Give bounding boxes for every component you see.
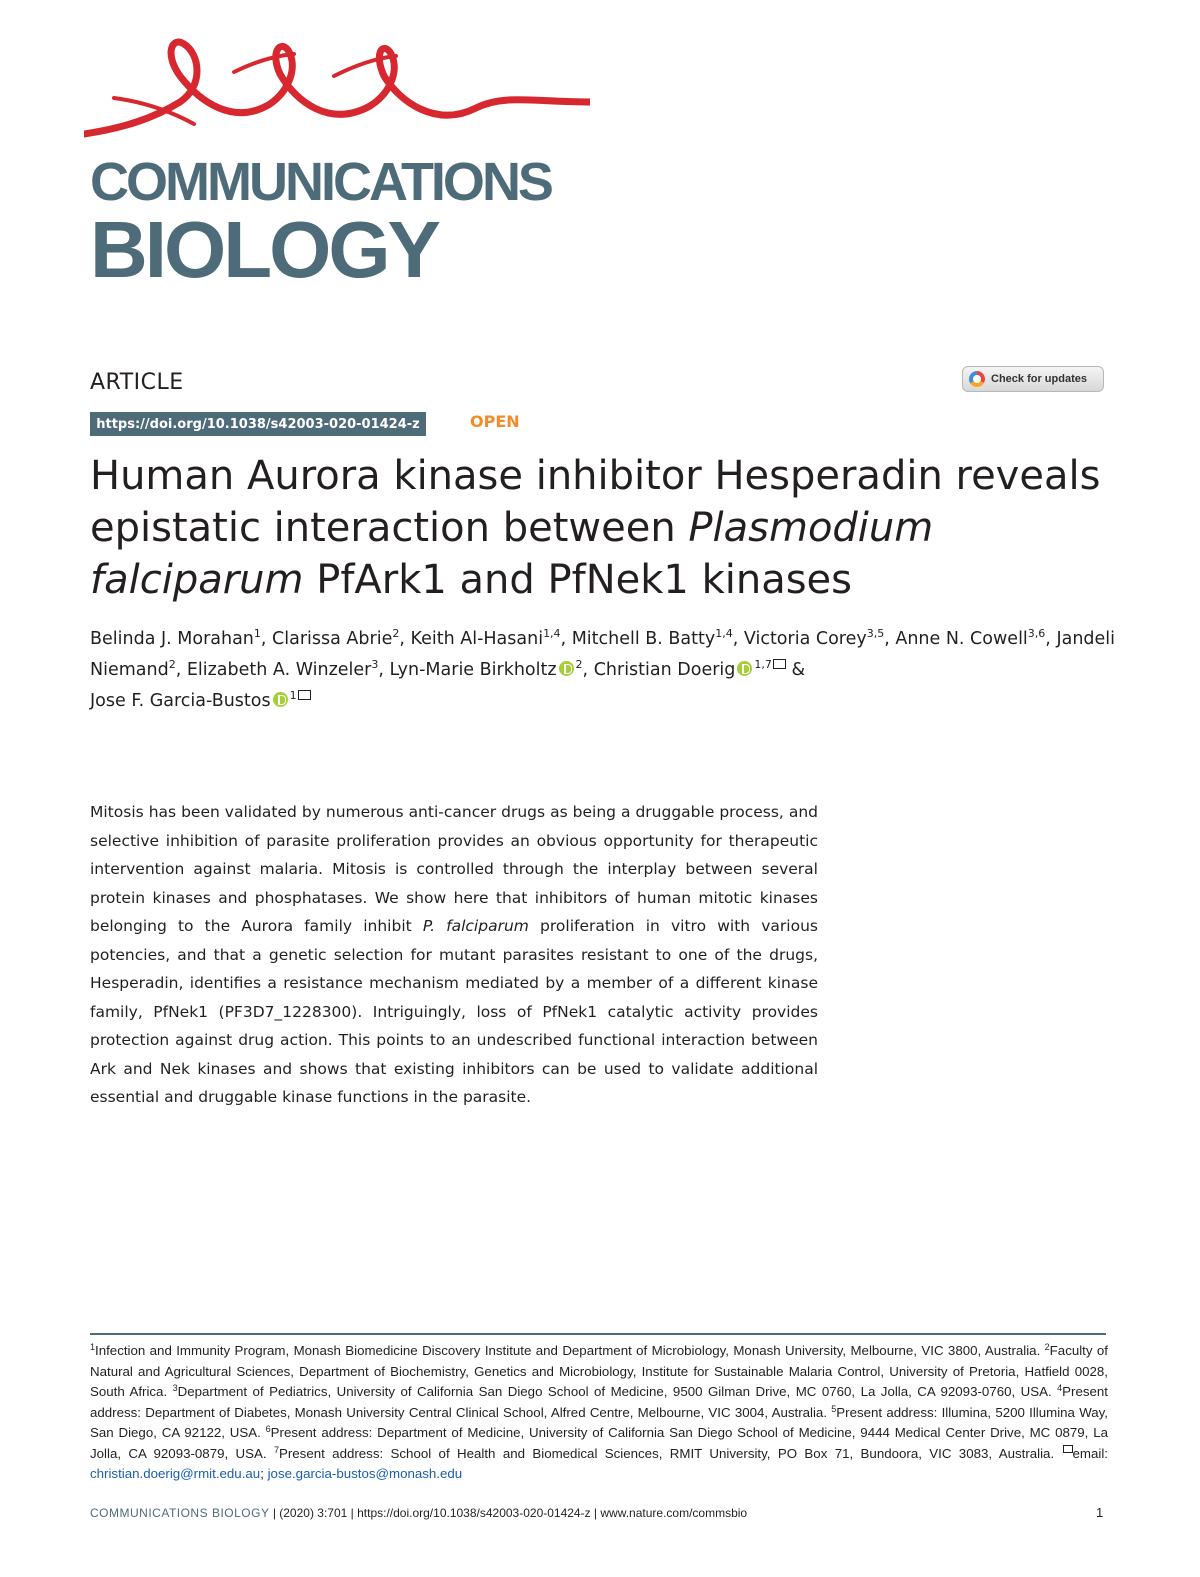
author-name[interactable]: Christian Doerig (593, 660, 736, 680)
author-affiliation: 1,7 (754, 658, 772, 671)
title-text-end: PfArk1 and PfNek1 kinases (303, 557, 852, 603)
article-type-label: ARTICLE (90, 370, 184, 395)
article-title (90, 450, 1110, 606)
check-for-updates-button[interactable] (962, 366, 1104, 392)
abstract-text: Mitosis has been validated by numerous anti-cancer drugs as being a druggable process, and selective inhibition of parasite proliferation provides an obvious opportunity for therapeutic intervention against malaria. Mitosis is controlled through the interplay between several protein kinases and phosphatases. We show here that inhibitors of human mitotic kinases belonging to the Aurora family inhibit (90, 803, 818, 935)
author-list: Belinda J. Morahan$^1$, Clarissa Abrie$^2$, Keith Al-Hasani$^{1,4}$, Mitchell B. Batty$^{1,4}$, Victoria Corey$^{3,5}$, Anne N. Cowell$^{3,6}$, Jandeli Niemand$^2$, Elizabeth A. Winzeler$^3$, Lyn-Marie Birkholtz $^2$, Christian Doerig $^{1,7}$ & Jose F. Garcia-Bustos $^1$ (90, 627, 1116, 711)
email-link-doerig[interactable]: christian.doerig@rmit.edu.au (90, 1466, 261, 1481)
open-access-badge: OPEN (470, 412, 520, 431)
affiliation-number: 7 (273, 1444, 279, 1455)
affiliation-text: Department of Pediatrics, University of California San Diego School of Medicine, 9500 Gilman Drive, MC 0760, La Jolla, CA 92093-0760, USA. (177, 1384, 1052, 1399)
footnote-divider (90, 1333, 1106, 1335)
abstract (90, 798, 818, 1112)
footer-citation: | (2020) 3:701 | https://doi.org/10.1038/s42003-020-01424-z | www.nature.com/commsbio (272, 1506, 748, 1520)
envelope-icon[interactable] (773, 659, 786, 669)
author-name[interactable]: Lyn-Marie Birkholtz (389, 660, 557, 680)
author-affiliation: 1,4 (715, 627, 733, 640)
author-name[interactable]: Mitchell B. Batty (571, 629, 716, 649)
author-affiliation: 3,5 (866, 627, 885, 640)
author-affiliation: 1 (289, 689, 297, 702)
affiliation-text: Present address: Illumina, 5200 Illumina Way, San Diego, CA 92122, USA. (90, 1404, 1108, 1440)
affiliation-number: 3 (172, 1383, 178, 1393)
page-footer (90, 1506, 747, 1520)
logo-wordmark-line1: COMMUNICATIONS (90, 152, 551, 212)
envelope-icon[interactable] (298, 690, 311, 700)
check-for-updates-label: Check for updates (991, 373, 1087, 385)
logo-wordmark-line2: BIOLOGY (90, 205, 438, 294)
orcid-icon[interactable] (273, 692, 288, 707)
author-conjunction: & (791, 660, 806, 680)
author-name[interactable]: Anne N. Cowell (895, 629, 1028, 649)
author-affiliation: 2 (575, 658, 583, 671)
author-name[interactable]: Jandeli Niemand (90, 629, 1116, 680)
author-name[interactable]: Jose F. Garcia-Bustos (90, 691, 271, 711)
affiliation-number: 2 (1044, 1342, 1050, 1352)
author-name[interactable]: Keith Al-Hasani (410, 629, 544, 649)
author-affiliation: 1,4 (543, 627, 561, 640)
author-name[interactable]: Elizabeth A. Winzeler (186, 660, 372, 680)
author-name[interactable]: Belinda J. Morahan (90, 629, 254, 649)
author-affiliation: 2 (392, 627, 400, 640)
affiliation-number: 6 (265, 1424, 271, 1434)
page-number: 1 (1096, 1505, 1104, 1520)
affiliation-text: Infection and Immunity Program, Monash Biomedicine Discovery Institute and Department of Microbiology, Monash University, Melbourne, VIC 3800, Australia. (95, 1343, 1041, 1358)
author-affiliation: 3,6 (1027, 627, 1046, 640)
title-species: Plasmodium falciparum (90, 505, 934, 603)
author-affiliation: 3 (371, 658, 379, 671)
title-text: Human Aurora kinase inhibitor Hesperadin reveals epistatic interaction between (90, 453, 1101, 551)
envelope-icon (1063, 1445, 1073, 1453)
affiliation-number: 1 (90, 1342, 96, 1352)
affiliation-number: 5 (831, 1403, 837, 1414)
affiliation-text: Faculty of Natural and Agricultural Sciences, Department of Biochemistry, Genetics and Microbiology, Institute for Sustainable Malaria Control, University of Pretoria, Hatfield 0028, South Africa. (90, 1343, 1108, 1399)
affiliation-number: 4 (1057, 1383, 1063, 1393)
orcid-icon[interactable] (737, 661, 752, 676)
affiliations (90, 1341, 1108, 1485)
affiliation-text: Present address: School of Health and Biomedical Sciences, RMIT University, PO Box 71, Bundoora, VIC 3083, Australia. (278, 1445, 1055, 1461)
abstract-text-end: proliferation in vitro with various potencies, and that a genetic selection for mutant parasites resistant to one of the drugs, Hesperadin, identifies a resistance mechanism mediated by a member of a different kinase family, PfNek1 (PF3D7_1228300). Intriguingly, loss of PfNek1 catalytic activity provides protection against drug action. This points to an undescribed functional interaction between Ark and Nek kinases and shows that existing inhibitors can be used to validate additional essential and druggable kinase functions in the parasite. (90, 917, 818, 1106)
doi-link[interactable]: https://doi.org/10.1038/s42003-020-01424-z (90, 412, 426, 436)
author-name[interactable]: Clarissa Abrie (272, 629, 393, 649)
journal-logo-icon (84, 32, 590, 142)
author-affiliation: 1 (253, 627, 261, 640)
affiliation-text: Present address: Department of Medicine, University of California San Diego School of Medicine, 9444 Medical Center Drive, MC 0879, La Jolla, CA 92093-0879, USA. (90, 1425, 1108, 1461)
crossmark-icon (969, 371, 985, 387)
email-link-garcia-bustos[interactable]: jose.garcia-bustos@monash.edu (267, 1466, 463, 1481)
author-name[interactable]: Victoria Corey (743, 629, 867, 649)
email-separator: ; (260, 1466, 264, 1481)
author-affiliation: 2 (168, 658, 176, 671)
affiliation-text: Present address: Department of Diabetes, Monash University Central Clinical School, Alfred Centre, Melbourne, VIC 3004, Australia. (90, 1384, 1108, 1420)
email-label: email: (1072, 1445, 1109, 1461)
abstract-species: P. falciparum (422, 917, 529, 935)
orcid-icon[interactable] (559, 661, 574, 676)
footer-journal: COMMUNICATIONS BIOLOGY (90, 1506, 270, 1520)
